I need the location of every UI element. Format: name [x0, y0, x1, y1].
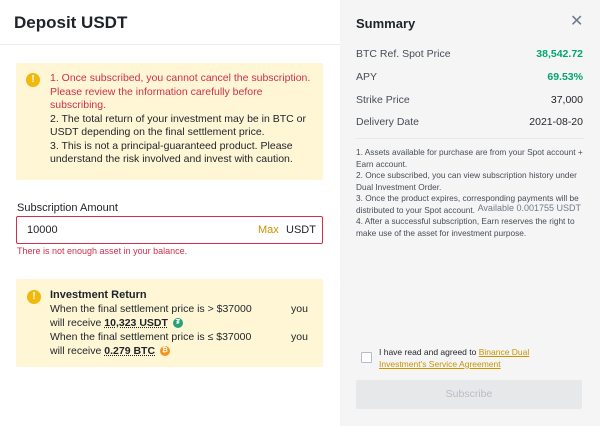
summary-notes	[356, 147, 586, 239]
return-line-below-strike: When the final settlement price is ≤ $37000	[50, 331, 252, 343]
subscription-amount-value[interactable]: 10000	[27, 224, 58, 236]
summary-title: Summary	[356, 16, 416, 31]
warning-point-3: 3. This is not a principal-guaranteed product. Please understand the risk involved and invest with caution.	[50, 139, 293, 165]
btc-ref-spot-price-label: BTC Ref. Spot Price	[356, 48, 451, 60]
agreement-text	[379, 347, 579, 370]
subscription-amount-input[interactable]	[16, 216, 323, 244]
agreement-label: I have read and agreed to	[379, 347, 479, 357]
summary-divider	[356, 138, 584, 139]
agreement-checkbox[interactable]	[361, 352, 372, 363]
usdt-coin-icon: ₮	[173, 318, 183, 328]
btc-ref-spot-price-value: 38,542.72	[536, 48, 583, 60]
warning-notice	[16, 63, 323, 180]
apy-label: APY	[356, 71, 378, 83]
btc-return-amount: 0.279 BTC	[104, 345, 156, 357]
max-button[interactable]: Max	[258, 224, 279, 236]
summary-note-1: 1. Assets available for purchase are from your Spot account + Earn account.	[356, 147, 583, 169]
apy-value: 69.53%	[547, 71, 583, 83]
return-line-above-you: you	[291, 303, 308, 315]
return-line-above-strike: When the final settlement price is > $37000	[50, 303, 252, 315]
return-receive-usdt	[50, 317, 183, 329]
summary-note-2: 2. Once subscribed, you can view subscription history under Dual Investment Order.	[356, 170, 577, 192]
summary-note-4: 4. After a successful subscription, Earn reserves the right to make use of the asset for investment purpose.	[356, 216, 575, 238]
insufficient-balance-error: There is not enough asset in your balance.	[17, 246, 188, 256]
return-line-below-you: you	[291, 331, 308, 343]
receive-label: will receive	[50, 345, 102, 357]
return-receive-btc	[50, 345, 170, 357]
info-icon: !	[26, 73, 40, 87]
usdt-return-amount: 10,323 USDT	[104, 317, 168, 329]
subscribe-button[interactable]: Subscribe	[356, 380, 582, 409]
warning-point-1: 1. Once subscribed, you cannot cancel the subscription. Please review the information carefully before subscribing.	[50, 72, 311, 111]
warning-text	[50, 72, 318, 167]
btc-coin-icon: ₿	[160, 346, 170, 356]
dialog-title: Deposit USDT	[14, 13, 128, 32]
investment-return-box	[16, 279, 323, 367]
amount-unit: USDT	[286, 224, 316, 236]
available-balance: Available 0.001755 USDT	[477, 203, 581, 213]
close-icon[interactable]: ✕	[570, 13, 584, 30]
service-agreement-link[interactable]: Binance Dual Investment's Service Agreement	[379, 347, 530, 369]
agreement-row	[356, 342, 582, 374]
strike-price-label: Strike Price	[356, 94, 410, 106]
investment-return-title: Investment Return	[50, 289, 147, 301]
title-divider	[0, 44, 340, 45]
info-icon: !	[27, 290, 41, 304]
delivery-date-value: 2021-08-20	[529, 116, 583, 128]
receive-label: will receive	[50, 317, 102, 329]
warning-point-2: 2. The total return of your investment may be in BTC or USDT depending on the final settlement price.	[50, 112, 307, 138]
strike-price-value: 37,000	[550, 94, 583, 106]
subscription-amount-label: Subscription Amount	[17, 202, 118, 214]
summary-note-3: 3. Once the product expires, corresponding payments will be distributed to your Spot account.	[356, 193, 579, 215]
delivery-date-label: Delivery Date	[356, 116, 420, 128]
